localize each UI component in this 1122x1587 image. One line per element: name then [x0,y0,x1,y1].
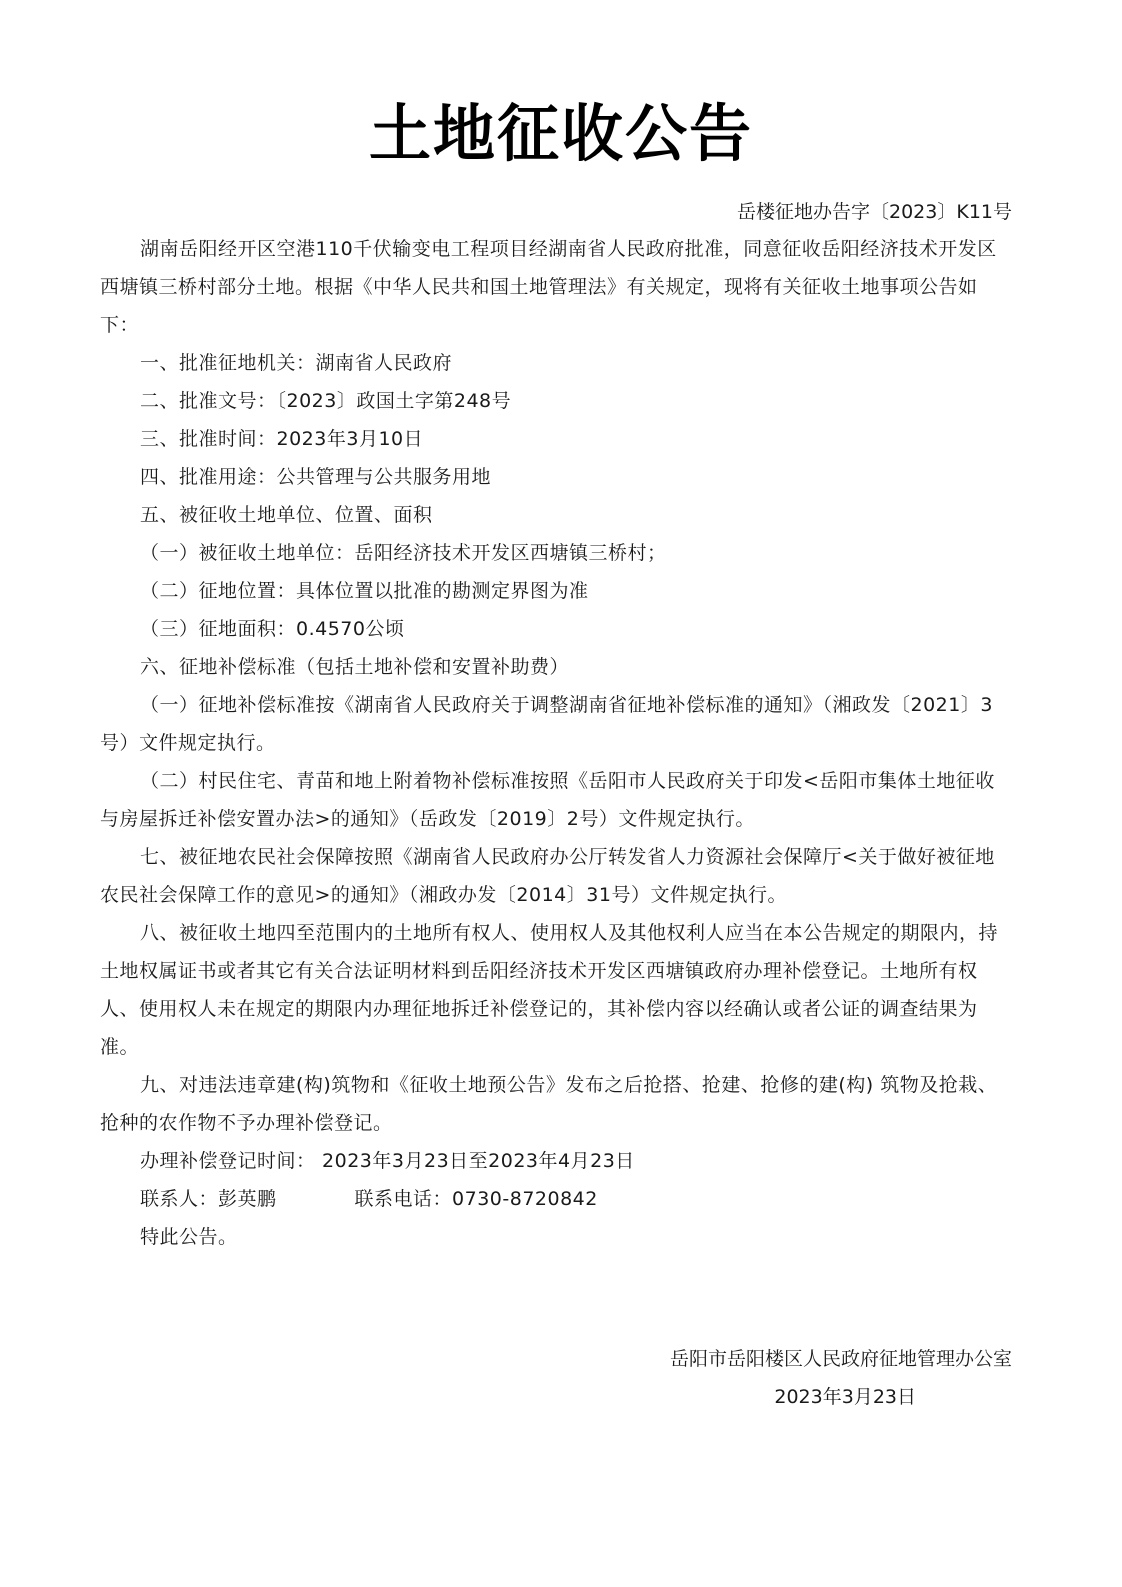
registration-paragraph: 八、被征收土地四至范围内的土地所有权人、使用权人及其他权利人应当在本公告规定的期限内，持土地权属证书或者其它有关合法证明材料到岳阳经济技术开发区西塘镇政府办理补偿登记。土地所有权人、使用权人未在规定的期限内办理征地拆迁补偿登记的，其补偿内容以经确认或者公证的调查结果为准。 [100,922,999,1058]
approval-purpose: 四、批准用途：公共管理与公共服务用地 [140,466,492,488]
approval-date: 三、批准时间：2023年3月10日 [140,428,424,450]
closing-line: 特此公告。 [140,1226,238,1248]
approval-authority: 一、批准征地机关：湖南省人民政府 [140,352,453,374]
social-security-paragraph: 七、被征地农民社会保障按照《湖南省人民政府办公厅转发省人力资源社会保障厅<关于做好被征地农民社会保障工作的意见>的通知》（湘政办发〔2014〕31号）文件规定执行。 [100,846,995,906]
page-title: 土地征收公告 [368,97,753,170]
notice-body [100,230,1012,1256]
signature-block [670,1340,1012,1416]
compensation-standard-two: （二）村民住宅、青苗和地上附着物补偿标准按照《岳阳市人民政府关于印发<岳阳市集体土地征收与房屋拆迁补偿安置办法>的通知》（岳政发〔2019〕2号）文件规定执行。 [100,770,995,830]
expropriated-unit: （一）被征收土地单位：岳阳经济技术开发区西塘镇三桥村； [140,542,667,564]
section-five-heading: 五、被征收土地单位、位置、面积 [140,504,433,526]
expropriation-location: （二）征地位置：具体位置以批准的勘测定界图为准 [140,580,589,602]
document-number: 岳楼征地办告字〔2023〕K11号 [737,201,1012,223]
contact-person: 联系人：彭英鹏 [140,1188,277,1210]
illegal-construction-paragraph: 九、对违法违章建(构)筑物和《征收土地预公告》发布之后抢搭、抢建、抢修的建(构) 筑物及抢栽、抢种的农作物不予办理补偿登记。 [100,1074,998,1134]
registration-time: 办理补偿登记时间： 2023年3月23日至2023年4月23日 [140,1150,635,1172]
issue-date: 2023年3月23日 [774,1386,916,1408]
approval-document-number: 二、批准文号：〔2023〕政国土字第248号 [140,390,512,412]
expropriation-area: （三）征地面积：0.4570公顷 [140,618,405,640]
compensation-standard-one: （一）征地补偿标准按《湖南省人民政府关于调整湖南省征地补偿标准的通知》（湘政发〔2021〕3号）文件规定执行。 [100,694,993,754]
contact-row [100,1180,1012,1218]
section-six-heading: 六、征地补偿标准（包括土地补偿和安置补助费） [140,656,570,678]
issuing-office: 岳阳市岳阳楼区人民政府征地管理办公室 [669,1348,1012,1370]
intro-paragraph: 湖南岳阳经开区空港110千伏输变电工程项目经湖南省人民政府批准，同意征收岳阳经济技术开发区西塘镇三桥村部分土地。根据《中华人民共和国土地管理法》有关规定，现将有关征收土地事项公告如下： [100,238,997,336]
contact-phone: 联系电话：0730-8720842 [354,1188,598,1210]
